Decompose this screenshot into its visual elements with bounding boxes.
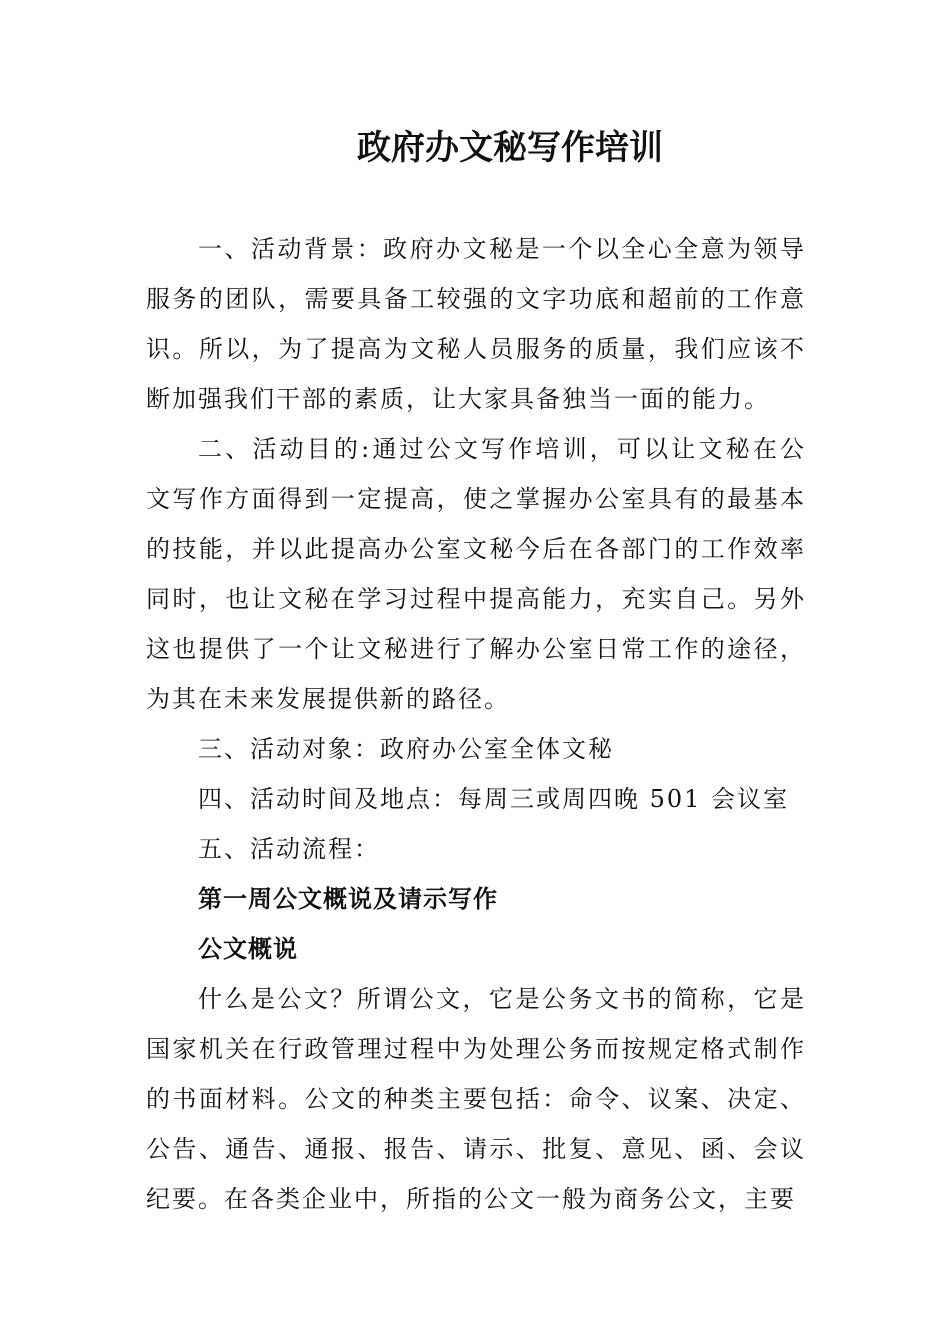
- paragraph-participants: 三、活动对象：政府办公室全体文秘: [198, 735, 614, 763]
- document-title: 政府办文秘写作培训: [357, 128, 663, 168]
- section-heading-week-one: 第一周公文概说及请示写作: [198, 885, 498, 913]
- document-body: [146, 224, 806, 1224]
- paragraph-what-is-official-document: 什么是公文？所谓公文，它是公务文书的简称，它是国家机关在行政管理过程中为处理公务而按规定格式制作的书面材料。公文的种类主要包括：命令、议案、决定、公告、通告、通报、报告、请示、批复、意见、函、会议纪要。在各类企业中，所指的公文一般为商务公文，主要: [146, 985, 806, 1213]
- paragraph-time-location: 四、活动时间及地点：每周三或周四晚 501 会议室: [198, 785, 790, 813]
- section-heading-overview: 公文概说: [198, 935, 298, 963]
- paragraph-process: 五、活动流程：: [198, 835, 380, 863]
- paragraph-purpose: 二、活动目的:通过公文写作培训，可以让文秘在公文写作方面得到一定提高，使之掌握办公室具有的最基本的技能，并以此提高办公室文秘今后在各部门的工作效率同时，也让文秘在学习过程中提高能力，充实自己。另外这也提供了一个让文秘进行了解办公室日常工作的途径，为其在未来发展提供新的路径。: [146, 435, 806, 713]
- paragraph-background: 一、活动背景：政府办文秘是一个以全心全意为领导服务的团队，需要具备工较强的文字功底和超前的工作意识。所以，为了提高为文秘人员服务的质量，我们应该不断加强我们干部的素质，让大家具备独当一面的能力。: [146, 235, 806, 413]
